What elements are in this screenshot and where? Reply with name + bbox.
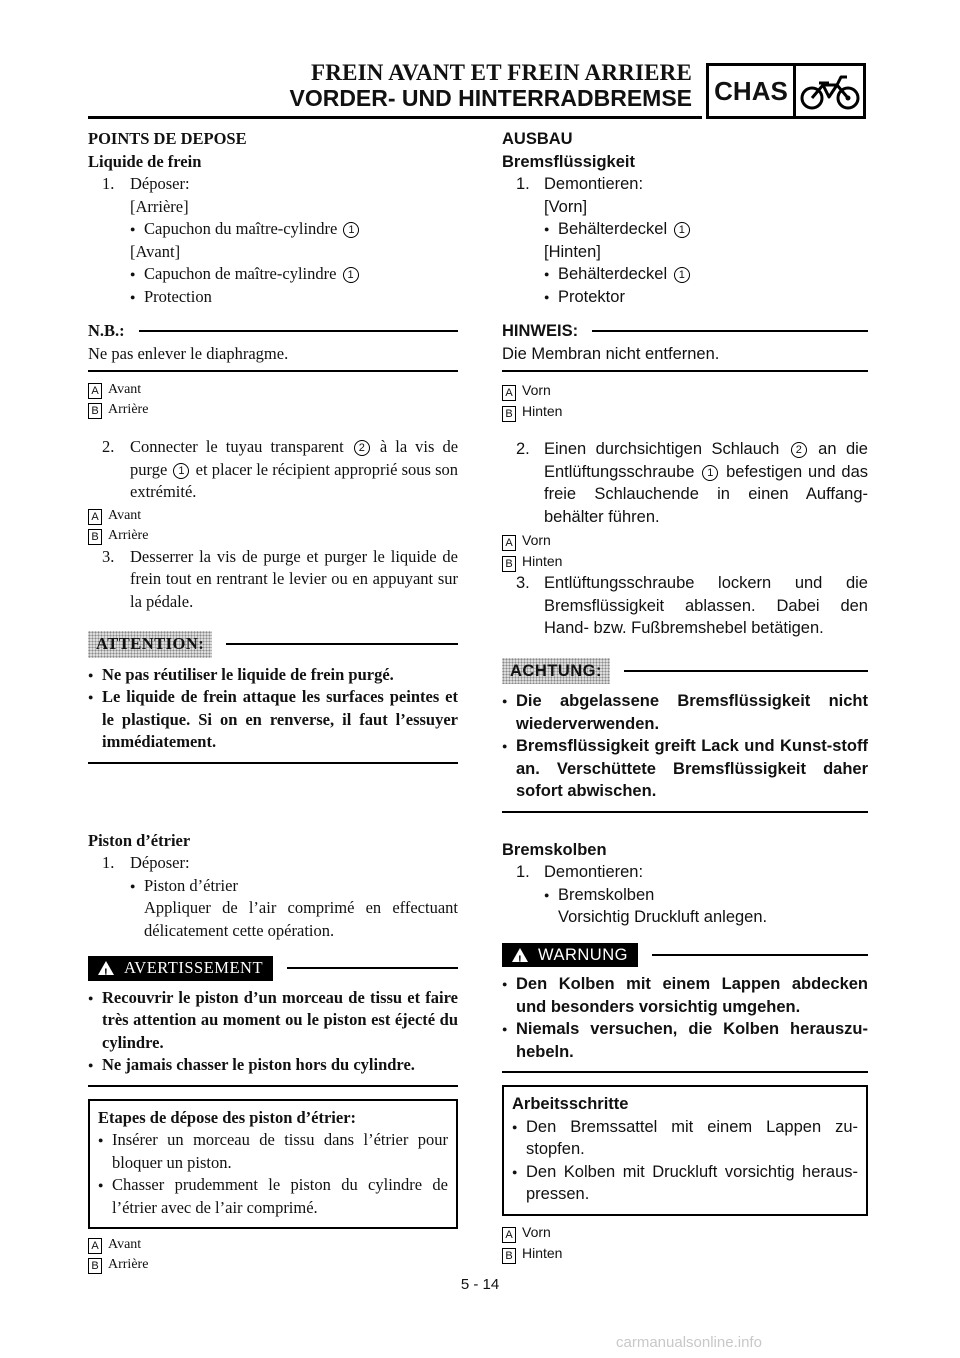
step-1-fr: 1. Déposer: xyxy=(102,174,190,193)
column-de xyxy=(502,128,868,1264)
procedure-title-fr: Etapes de dépose des piston d’étrier: xyxy=(98,1107,357,1127)
divider xyxy=(502,1071,868,1073)
heading-de: AUSBAU xyxy=(502,130,573,148)
rear-bracket-fr: [Arrière] xyxy=(130,196,189,216)
label-a: A Avant xyxy=(88,1235,458,1255)
section-code: CHAS xyxy=(709,66,796,116)
list-item: ● Piston d’étrier xyxy=(88,875,458,898)
subheading-brake-fluid-fr: Liquide de frein xyxy=(88,151,202,171)
procedure-title-de: Arbeitsschritte xyxy=(512,1095,629,1113)
procedure-item: ● Insérer un morceau de tissu dans l’étrier pour bloquer un piston. xyxy=(98,1129,448,1174)
list-item: ● Protektor xyxy=(502,286,868,309)
divider xyxy=(88,762,458,764)
divider xyxy=(88,370,458,372)
label-a: A Avant xyxy=(88,380,458,400)
column-fr xyxy=(88,128,458,1275)
rear-bracket-de: [Hinten] xyxy=(544,242,601,261)
procedure-item: ● Den Bremssattel mit einem Lappen zu-stopfen. xyxy=(512,1116,858,1161)
front-bracket-fr: [Avant] xyxy=(130,241,181,261)
label-a: A Avant xyxy=(88,506,458,526)
list-item: ● Behälterdeckel 1 xyxy=(502,263,868,286)
header-title-fr: FREIN AVANT ET FREIN ARRIERE xyxy=(311,60,692,85)
warning-item: ● Recouvrir le piston d’un morceau de tissu et faire très attention au moment ou le piston est éjecté du cylindre. xyxy=(88,987,458,1055)
label-b: B Hinten xyxy=(502,551,868,572)
piston-step-1-de: 1. Demontieren: xyxy=(516,863,644,881)
piston-step-1-fr: 1. Déposer: xyxy=(102,853,190,872)
attention-item: ● Ne pas réutiliser le liquide de frein purgé. xyxy=(88,664,458,687)
divider xyxy=(502,370,868,372)
page-number: 5 - 14 xyxy=(460,1276,500,1293)
list-item: ● Capuchon du maître-cylindre 1 xyxy=(88,218,458,241)
callout-1: 1 xyxy=(343,222,359,238)
label-b: B Arrière xyxy=(88,526,458,546)
front-bracket-de: [Vorn] xyxy=(544,197,588,216)
label-a: A Vorn xyxy=(502,530,868,551)
attention-header-de: ACHTUNG: xyxy=(502,658,868,685)
attention-item: ● Bremsflüssigkeit greift Lack und Kunst-stoff an. Verschüttete Bremsflüssigkeit daher sofort abwischen. xyxy=(502,735,868,803)
watermark: carmanualsonline.info xyxy=(616,1334,762,1351)
list-item: ● Capuchon de maître-cylindre 1 xyxy=(88,263,458,286)
label-a: A Vorn xyxy=(502,1222,868,1243)
warning-header-de: ! WARNUNG xyxy=(502,943,868,968)
warning-item: ● Ne jamais chasser le piston hors du cylindre. xyxy=(88,1054,458,1077)
list-item: ● Protection xyxy=(88,286,458,309)
step-3-de: 3. Entlüftungsschraube lockern und die Bremsflüssigkeit ablassen. Dabei den Hand- bzw. Fußbremshebel betätigen. xyxy=(516,574,868,637)
note-header-de: HINWEIS: xyxy=(502,320,868,343)
warning-item: ● Den Kolben mit einem Lappen abdecken und besonders vorsichtig umgehen. xyxy=(502,973,868,1018)
callout-1: 1 xyxy=(343,267,359,283)
attention-item: ● Die abgelassene Bremsflüssigkeit nicht wiederverwenden. xyxy=(502,690,868,735)
warning-item: ● Niemals versuchen, die Kolben herauszu-hebeln. xyxy=(502,1018,868,1063)
subheading-piston-fr: Piston d’étrier xyxy=(88,830,191,850)
procedure-item: ● Chasser prudemment le piston du cylindre de l’étrier avec de l’air comprimé. xyxy=(98,1174,448,1219)
subheading-piston-de: Bremskolben xyxy=(502,840,607,859)
procedure-item: ● Den Kolben mit Druckluft vorsichtig heraus-pressen. xyxy=(512,1161,858,1206)
label-a: A Vorn xyxy=(502,380,868,401)
section-badge xyxy=(706,63,866,119)
note-text-de: Die Membran nicht entfernen. xyxy=(502,344,720,363)
step-2-de: 2. Einen durchsichtigen Schlauch 2 an die Entlüftungsschraube 1 befestigen und das freie Schlauchende in einen Auffang-behälter führen. xyxy=(516,440,868,526)
piston-note-de: Vorsichtig Druckluft anlegen. xyxy=(558,908,768,926)
label-b: B Arrière xyxy=(88,1255,458,1275)
label-b: B Hinten xyxy=(502,401,868,422)
attention-item: ● Le liquide de frein attaque les surfaces peintes et le plastique. Si on en renverse, il faut l’essuyer immédiatement. xyxy=(88,686,458,754)
note-header-fr: N.B.: xyxy=(88,320,458,343)
label-b: B Hinten xyxy=(502,1243,868,1264)
attention-header-fr: ATTENTION: xyxy=(88,631,458,658)
warning-icon xyxy=(98,961,114,975)
list-item: ● Bremskolben xyxy=(502,884,868,907)
warning-icon xyxy=(512,948,528,962)
step-1-de: 1. Demontieren: xyxy=(516,175,644,193)
step-2-fr: 2. Connecter le tuyau transparent 2 à la vis de purge 1 et placer le récipient approprié sous son extrémité. xyxy=(102,437,459,501)
note-text-fr: Ne pas enlever le diaphragme. xyxy=(88,343,289,363)
header-rule xyxy=(88,116,702,119)
step-3-fr: 3. Desserrer la vis de purge et purger le liquide de frein tout en rentrant le levier ou en appuyant sur la pédale. xyxy=(102,546,458,611)
piston-note-fr: Appliquer de l’air comprimé en effectuant délicatement cette opération. xyxy=(144,898,458,940)
procedure-box-de xyxy=(502,1085,868,1216)
divider xyxy=(88,1085,458,1087)
motorcycle-icon xyxy=(796,66,863,116)
subheading-brake-fluid-de: Bremsflüssigkeit xyxy=(502,152,635,171)
heading-fr: POINTS DE DEPOSE xyxy=(88,129,247,148)
list-item: ● Behälterdeckel 1 xyxy=(502,218,868,241)
warning-header-fr: ! AVERTISSEMENT xyxy=(88,956,458,981)
header-title-de: VORDER- UND HINTERRADBREMSE xyxy=(289,85,692,111)
label-b: B Arrière xyxy=(88,400,458,420)
divider xyxy=(502,811,868,813)
procedure-box-fr xyxy=(88,1099,458,1230)
